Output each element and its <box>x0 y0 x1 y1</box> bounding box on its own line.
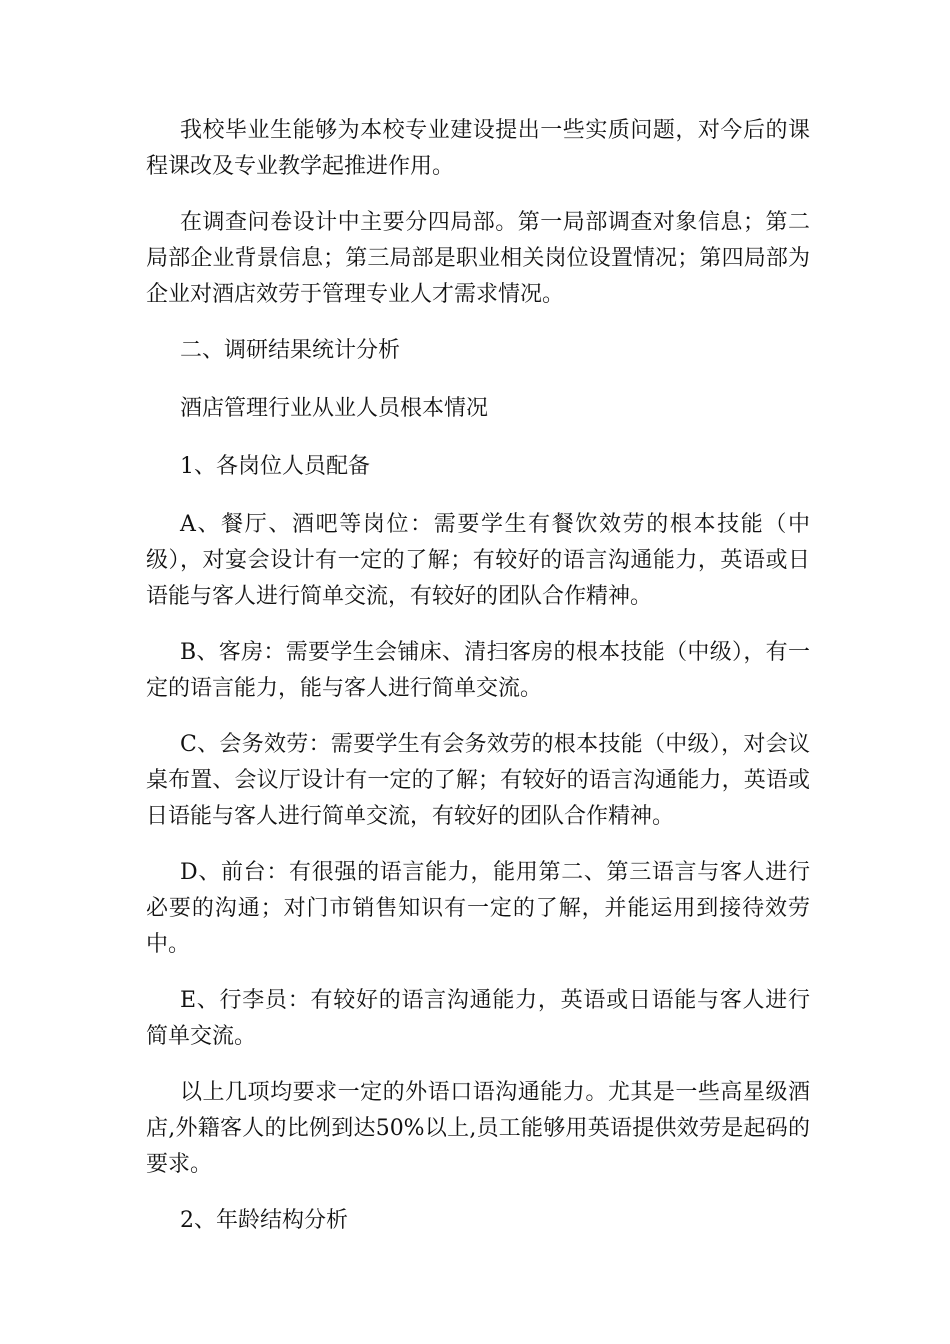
paragraph-position-housekeeping: B、客房：需要学生会铺床、清扫客房的根本技能（中级），有一定的语言能力，能与客人进行简单交流。 <box>146 640 810 701</box>
paragraph-language-requirement: 以上几项均要求一定的外语口语沟通能力。尤其是一些高星级酒店,外籍客人的比例到达50%以上,员工能够用英语提供效劳是起码的要求。 <box>146 1080 810 1177</box>
subheading-positions: 1、各岗位人员配备 <box>180 454 370 479</box>
paragraph-position-restaurant: A、餐厅、酒吧等岗位：需要学生有餐饮效劳的根本技能（中级），对宴会设计有一定的了解；有较好的语言沟通能力，英语或日语能与客人进行简单交流，有较好的团队合作精神。 <box>146 512 810 609</box>
paragraph-position-front-desk: D、前台：有很强的语言能力，能用第二、第三语言与客人进行必要的沟通；对门市销售知识有一定的了解，并能运用到接待效劳中。 <box>146 860 810 957</box>
subheading-age-structure: 2、年龄结构分析 <box>180 1208 348 1233</box>
section-heading-results: 二、调研结果统计分析 <box>180 338 401 363</box>
paragraph-position-conference: C、会务效劳：需要学生有会务效劳的根本技能（中级），对会议桌布置、会议厅设计有一定的了解；有较好的语言沟通能力，英语或日语能与客人进行简单交流，有较好的团队合作精神。 <box>146 732 810 829</box>
subheading-staff-overview: 酒店管理行业从业人员根本情况 <box>180 396 489 421</box>
paragraph-position-bellhop: E、行李员：有较好的语言沟通能力，英语或日语能与客人进行简单交流。 <box>146 988 810 1049</box>
paragraph-intro-conclusion: 我校毕业生能够为本校专业建设提出一些实质问题，对今后的课程课改及专业教学起推进作用。 <box>146 118 810 179</box>
document-body <box>146 113 810 1261</box>
paragraph-survey-design: 在调查问卷设计中主要分四局部。第一局部调查对象信息；第二局部企业背景信息；第三局部是职业相关岗位设置情况；第四局部为企业对酒店效劳于管理专业人才需求情况。 <box>146 210 810 307</box>
